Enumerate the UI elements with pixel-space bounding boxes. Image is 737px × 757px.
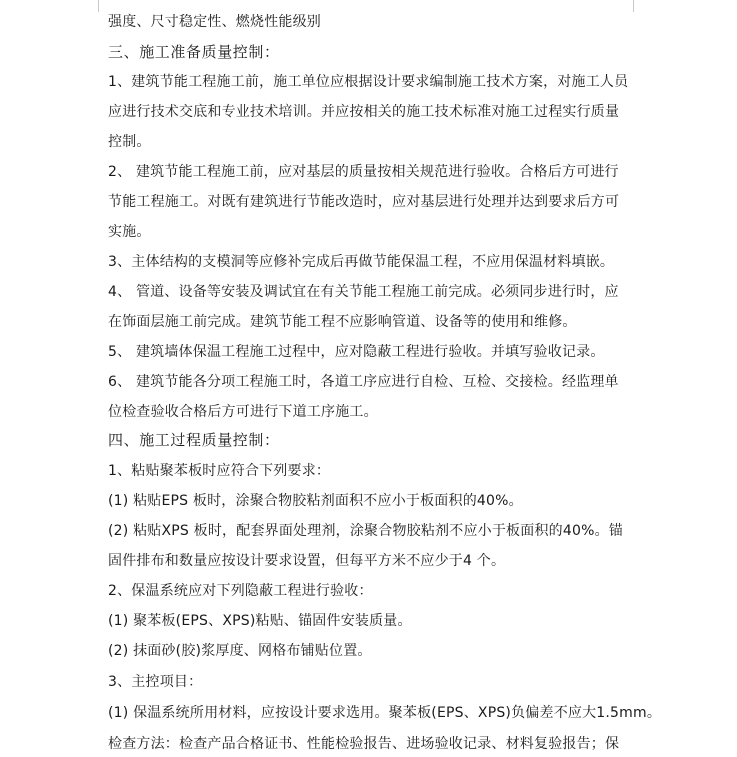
text-line: (2) 抹面砂(胶)浆厚度、网格布铺贴位置。 bbox=[108, 643, 372, 659]
text-line: 应进行技术交底和专业技术培训。并应按相关的施工技术标准对施工过程实行质量 bbox=[108, 104, 620, 120]
text-line: (1) 聚苯板(EPS、XPS)粘贴、锚固件安装质量。 bbox=[108, 613, 412, 629]
text-line: 1、建筑节能工程施工前，施工单位应根据设计要求编制施工技术方案，对施工人员 bbox=[108, 74, 629, 90]
text-line: 检查方法：检查产品合格证书、性能检验报告、进场验收记录、材料复验报告；保 bbox=[108, 736, 620, 752]
text-line: 强度、尺寸稳定性、燃烧性能级别 bbox=[108, 14, 321, 30]
text-line: 控制。 bbox=[108, 134, 151, 150]
text-line: 4、 管道、设备等安装及调试宜在有关节能工程施工前完成。必须同步进行时，应 bbox=[108, 284, 619, 300]
margin-corner-mark bbox=[633, 0, 634, 12]
text-line: (2) 粘贴XPS 板时，配套界面处理剂，涂聚合物胶粘剂不应小于板面积的40%。锚 bbox=[108, 523, 623, 539]
text-line: 6、 建筑节能各分项工程施工时，各道工序应进行自检、互检、交接检。经监理单 bbox=[108, 374, 619, 390]
text-line: 实施。 bbox=[108, 224, 151, 240]
text-line: 2、 建筑节能工程施工前，应对基层的质量按相关规范进行验收。合格后方可进行 bbox=[108, 164, 619, 180]
text-line: (1) 保温系统所用材料，应按设计要求选用。聚苯板(EPS、XPS)负偏差不应大1.5mm。 bbox=[108, 705, 662, 721]
section-heading: 四、施工过程质量控制： bbox=[108, 431, 280, 449]
text-line: 3、主体结构的支模洞等应修补完成后再做节能保温工程，不应用保温材料填嵌。 bbox=[108, 254, 615, 270]
text-line: 位检查验收合格后方可进行下道工序施工。 bbox=[108, 404, 378, 420]
section-heading: 三、施工准备质量控制： bbox=[108, 43, 280, 61]
text-line: 5、 建筑墙体保温工程施工过程中，应对隐蔽工程进行验收。并填写验收记录。 bbox=[108, 344, 605, 360]
text-line: 3、主控项目： bbox=[108, 674, 203, 690]
text-line: 2、保温系统应对下列隐蔽工程进行验收： bbox=[108, 583, 373, 599]
margin-corner-mark bbox=[98, 0, 99, 12]
text-line: 在饰面层施工前完成。建筑节能工程不应影响管道、设备等的使用和维修。 bbox=[108, 314, 577, 330]
text-line: 节能工程施工。对既有建筑进行节能改造时，应对基层进行处理并达到要求后方可 bbox=[108, 194, 620, 210]
text-line: 1、粘贴聚苯板时应符合下列要求： bbox=[108, 463, 331, 479]
text-line: 固件排布和数量应按设计要求设置，但每平方米不应少于4 个。 bbox=[108, 553, 506, 569]
text-line: (1) 粘贴EPS 板时，涂聚合物胶粘剂面积不应小于板面积的40%。 bbox=[108, 493, 523, 509]
